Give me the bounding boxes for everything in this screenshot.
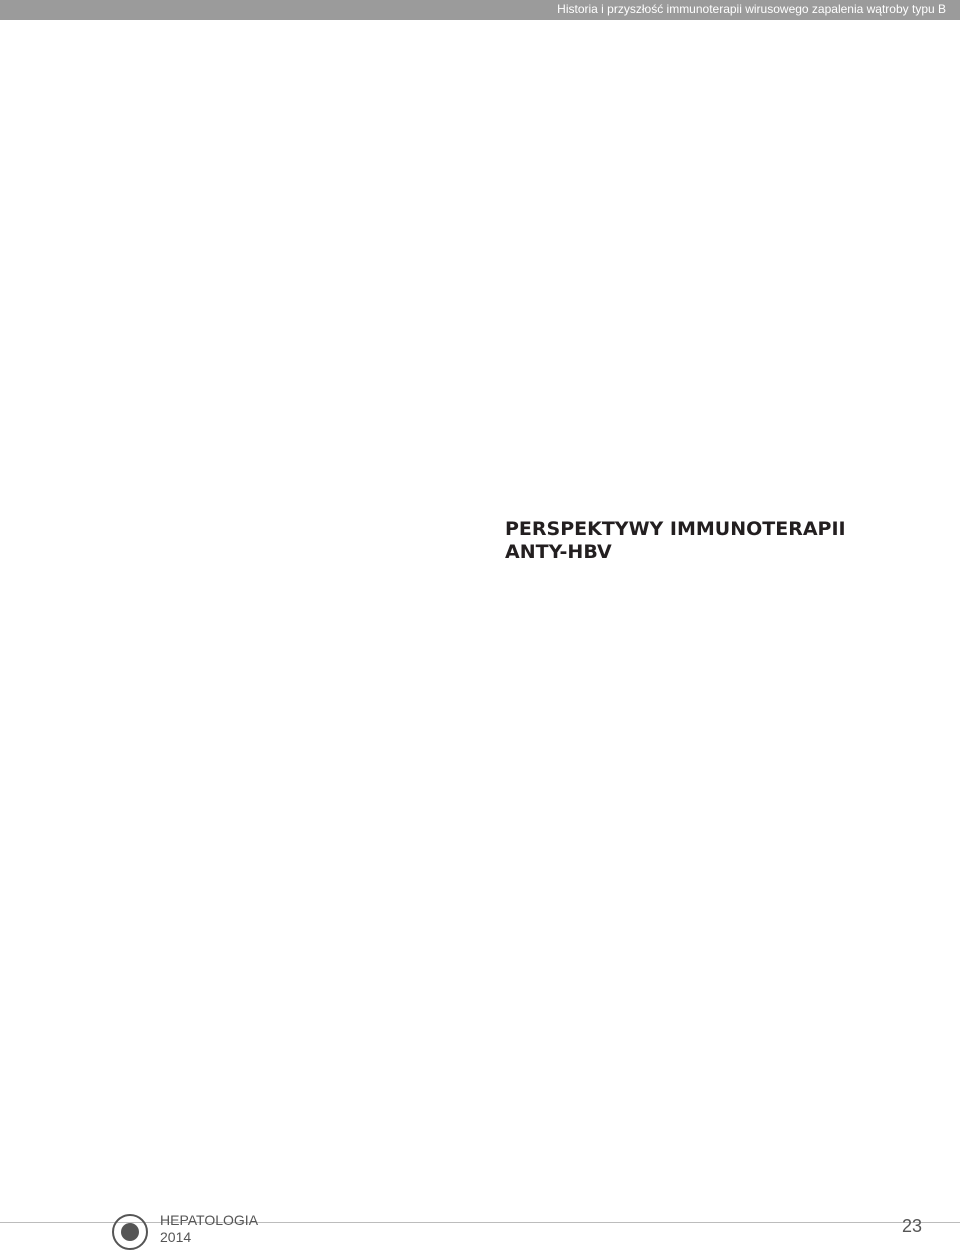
running-title: Historia i przyszłość immunoterapii wirusowego zapalenia wątroby typu B xyxy=(557,2,946,16)
header-bar xyxy=(0,0,960,20)
journal-title xyxy=(160,1212,258,1246)
journal-name: HEPATOLOGIA xyxy=(160,1212,259,1228)
text-column-left xyxy=(116,64,491,1164)
text-column-right xyxy=(505,64,880,1164)
page-number: 23 xyxy=(901,1216,922,1236)
section-heading: PERSPEKTYWY IMMUNOTERAPII ANTY-HBV xyxy=(505,518,846,563)
journal-logo-icon xyxy=(110,1212,150,1252)
journal-year: 2014 xyxy=(160,1228,192,1245)
